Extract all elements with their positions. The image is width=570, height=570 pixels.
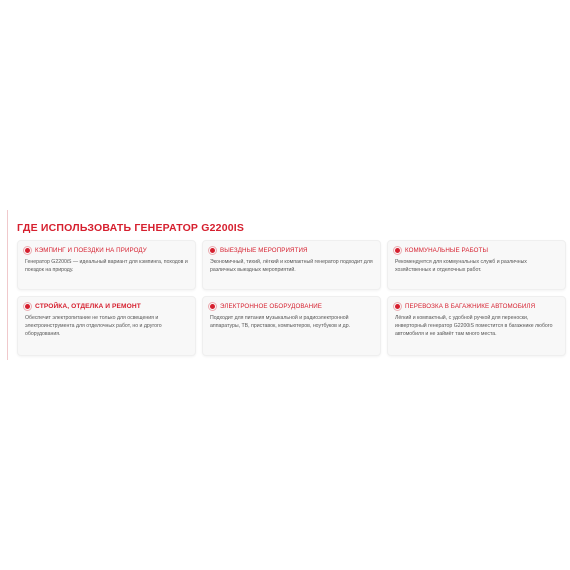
usage-card-construction [17, 296, 196, 356]
usage-section [0, 210, 570, 360]
card-header [395, 303, 558, 310]
card-title: СТРОЙКА, ОТДЕЛКА И РЕМОНТ [35, 303, 141, 310]
card-title: КЭМПИНГ И ПОЕЗДКИ НА ПРИРОДУ [35, 247, 147, 254]
card-text: Обеспечит электропитание не только для освещения и электроинструмента для отделочных работ, но и другого оборудования. [25, 315, 162, 337]
card-title: КОММУНАЛЬНЫЕ РАБОТЫ [405, 247, 489, 254]
card-header [210, 303, 373, 310]
card-header [25, 303, 188, 310]
usage-card-electronics [202, 296, 381, 356]
card-header [25, 247, 188, 254]
card-text: Рекомендуется для коммунальных служб и различных хозяйственных и отделочных работ. [395, 259, 527, 273]
usage-grid [17, 240, 565, 356]
usage-card-utility [387, 240, 566, 290]
card-title: ПЕРЕВОЗКА В БАГАЖНИКЕ АВТОМОБИЛЯ [405, 303, 536, 310]
card-header [395, 247, 558, 254]
card-title: ЭЛЕКТРОННОЕ ОБОРУДОВАНИЕ [220, 303, 322, 310]
dot-icon [395, 248, 400, 253]
card-text: Экономичный, тихий, лёгкий и компактный генератор подходит для различных выездных мероприятий. [210, 259, 373, 273]
usage-card-transport [387, 296, 566, 356]
card-header [210, 247, 373, 254]
dot-icon [25, 304, 30, 309]
usage-card-events [202, 240, 381, 290]
card-text: Лёгкий и компактный, с удобной ручкой для переноски, инверторный генератор G2200iS поместится в багажнике любого автомобиля и не займёт там много места. [395, 315, 553, 337]
section-title: ГДЕ ИСПОЛЬЗОВАТЬ ГЕНЕРАТОР G2200IS [17, 222, 245, 234]
card-title: ВЫЕЗДНЫЕ МЕРОПРИЯТИЯ [220, 247, 308, 254]
card-text: Подходит для питания музыкальной и радиоэлектронной аппаратуры, ТВ, приставок, компьютеров, ноутбуков и др. [210, 315, 351, 329]
dot-icon [210, 304, 215, 309]
card-text: Генератор G2200iS — идеальный вариант для кэмпинга, походов и поездок на природу. [25, 259, 188, 273]
left-divider [7, 210, 8, 360]
dot-icon [25, 248, 30, 253]
usage-card-camping [17, 240, 196, 290]
dot-icon [395, 304, 400, 309]
dot-icon [210, 248, 215, 253]
